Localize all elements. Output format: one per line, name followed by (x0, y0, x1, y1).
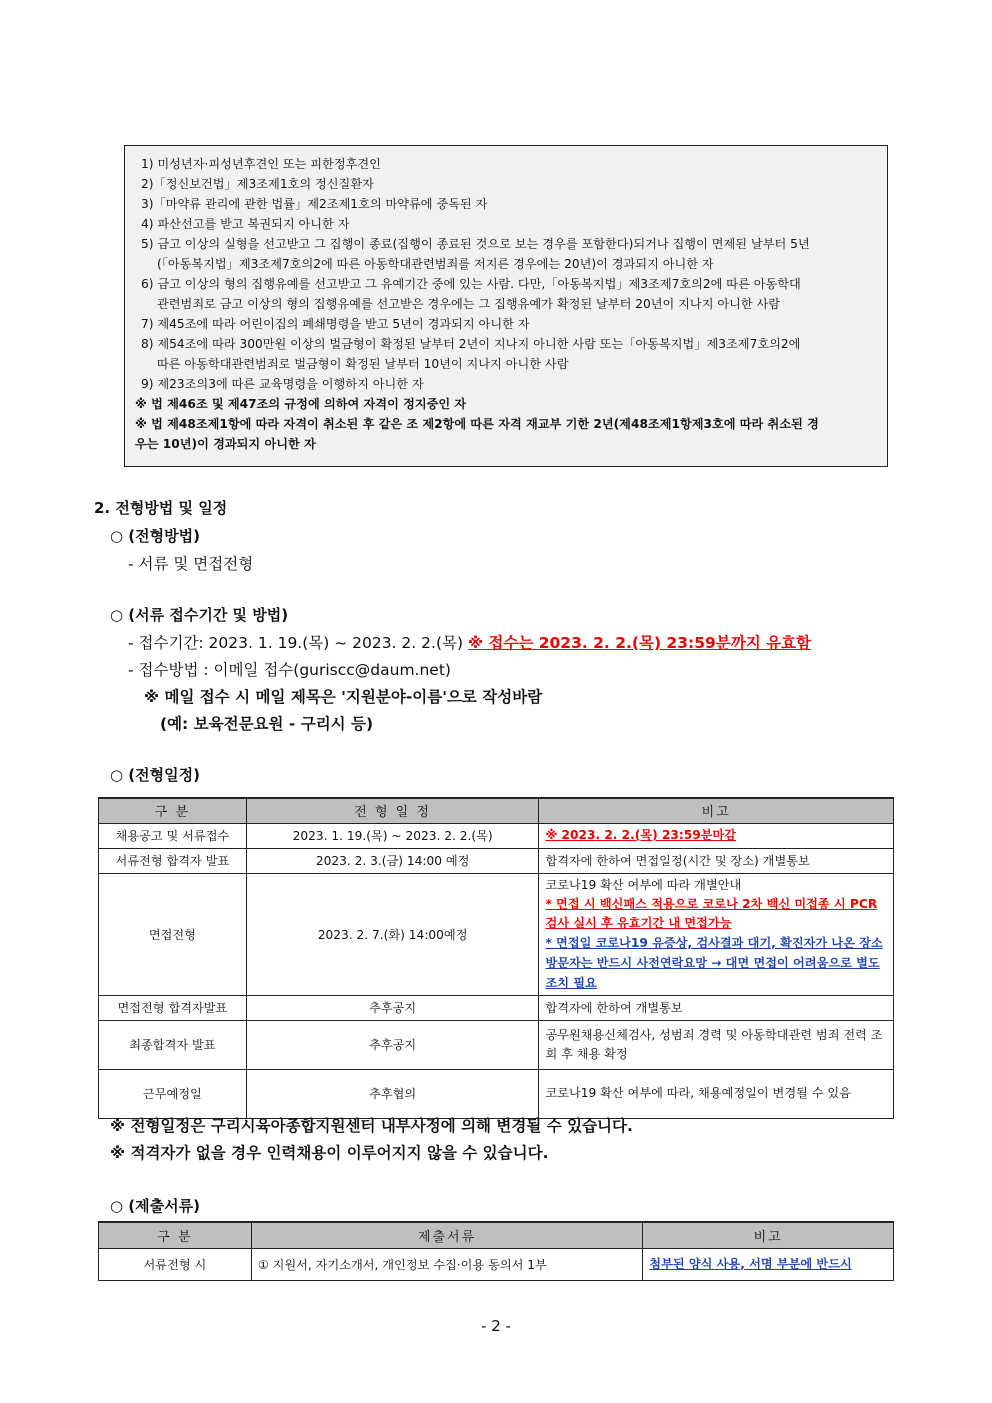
schedule-header-date: 전 형 일 정 (246, 798, 539, 823)
disqualification-box (124, 145, 888, 467)
docs-header-docs: 제출서류 (251, 1222, 642, 1248)
table-row (99, 995, 894, 1020)
mail-note: ※ 메일 접수 시 메일 제목은 '지원분야-이름'으로 작성바람 (144, 688, 543, 706)
dq-note: 우는 10년)이 경과되지 아니한 자 (135, 437, 316, 451)
schedule-header-note: 비고 (539, 798, 894, 823)
cell-note: 공무원채용신체검사, 성범죄 경력 및 아동학대관련 범죄 전력 조회 후 채용 확정 (539, 1020, 894, 1069)
cell-date: 2023. 2. 7.(화) 14:00예정 (246, 873, 539, 995)
docs-header-note: 비고 (643, 1222, 894, 1248)
cell-category: 서류전형 합격자 발표 (99, 848, 247, 873)
table-row (99, 1248, 894, 1280)
cell-date: 추후공지 (246, 1020, 539, 1069)
dq-line: 6) 금고 이상의 형의 집행유예를 선고받고 그 유예기간 중에 있는 사람. 다만,「아동복지법」제3조제7호의2에 따른 아동학대 (141, 277, 801, 291)
table-row (99, 1069, 894, 1118)
dq-line: (「아동복지법」제3조제7호의2에 따른 아동학대관련범죄를 저지른 경우에는 20년)이 경과되지 아니한 자 (157, 257, 714, 271)
cell-date: 추후협의 (246, 1069, 539, 1118)
section-title: 2. 전형방법 및 일정 (94, 499, 228, 517)
dq-note: ※ 법 제46조 및 제47조의 규정에 의하여 자격이 정지중인 자 (135, 397, 467, 411)
cell-category: 채용공고 및 서류접수 (99, 823, 247, 848)
method-item: - 서류 및 면접전형 (128, 555, 254, 573)
schedule-table (98, 797, 894, 1119)
dq-line: 8) 제54조에 따라 300만원 이상의 벌금형이 확정된 날부터 2년이 지나지 아니한 사람 또는「아동복지법」제3조제7호의2에 (141, 337, 801, 351)
dq-line: 3)「마약류 관리에 관한 법률」제2조제1호의 마약류에 중독된 자 (141, 197, 488, 211)
cell-note: 합격자에 한하여 개별통보 (539, 995, 894, 1020)
cell-note-red: * 면접 시 백신패스 적용으로 코로나 2차 백신 미접종 시 PCR검사 실시 후 유효기간 내 면접가능 (545, 896, 878, 930)
schedule-heading: ○ (전형일정) (110, 766, 200, 784)
dq-line: 2)「정신보건법」제3조제1호의 정신질환자 (141, 177, 374, 191)
receipt-heading: ○ (서류 접수기간 및 방법) (110, 606, 289, 624)
cell-note: 합격자에 한하여 면접일정(시간 및 장소) 개별통보 (539, 848, 894, 873)
cell-note: 첨부된 양식 사용, 서명 부분에 반드시 (649, 1256, 852, 1271)
cell-category: 최종합격자 발표 (99, 1020, 247, 1069)
mail-example: (예: 보육전문요원 - 구리시 등) (160, 715, 374, 733)
schedule-notice: ※ 적격자가 없을 경우 인력채용이 이루어지지 않을 수 있습니다. (110, 1144, 549, 1162)
dq-line: 7) 제45조에 따라 어린이집의 폐쇄명령을 받고 5년이 경과되지 아니한 자 (141, 317, 530, 331)
dq-line: 1) 미성년자·피성년후견인 또는 피한정후견인 (141, 157, 381, 171)
schedule-notice: ※ 전형일정은 구리시육아종합지원센터 내부사정에 의해 변경될 수 있습니다. (110, 1117, 633, 1135)
docs-table (98, 1221, 894, 1281)
dq-line: 관련범죄로 금고 이상의 형의 집행유예를 선고받은 경우에는 그 집행유예가 확정된 날부터 20년이 지나지 아니한 사람 (157, 297, 781, 311)
cell-note: 코로나19 확산 여부에 따라, 채용예정일이 변경될 수 있음 (539, 1069, 894, 1118)
docs-heading: ○ (제출서류) (110, 1197, 200, 1215)
table-row (99, 823, 894, 848)
period-label: - 접수기간: 2023. 1. 19.(목) ~ 2023. 2. 2.(목) (128, 634, 468, 652)
cell-category: 서류전형 시 (99, 1248, 252, 1280)
cell-date: 2023. 2. 3.(금) 14:00 예정 (246, 848, 539, 873)
dq-line: 9) 제23조의3에 따른 교육명령을 이행하지 아니한 자 (141, 377, 424, 391)
cell-note-blue: * 면접일 코로나19 유증상, 검사결과 대기, 확진자가 나온 장소 방문자는 반드시 사전연락요망 → 대면 면접이 어려움으로 별도 조치 필요 (545, 935, 883, 990)
cell-note: ※ 2023. 2. 2.(목) 23:59분마감 (545, 828, 737, 842)
dq-line: 4) 파산선고를 받고 복권되지 아니한 자 (141, 217, 350, 231)
page-number: - 2 - (481, 1317, 511, 1335)
table-row (99, 848, 894, 873)
cell-date: 2023. 1. 19.(목) ~ 2023. 2. 2.(목) (246, 823, 539, 848)
cell-docs: ① 지원서, 자기소개서, 개인정보 수집·이용 동의서 1부 (251, 1248, 642, 1280)
dq-note: ※ 법 제48조제1항에 따라 자격이 취소된 후 같은 조 제2항에 따른 자격 재교부 기한 2년(제48조제1항제3호에 따라 취소된 경 (135, 417, 819, 431)
period-note: ※ 접수는 2023. 2. 2.(목) 23:59분까지 유효함 (467, 634, 811, 652)
cell-date: 추후공지 (246, 995, 539, 1020)
table-row (99, 873, 894, 995)
dq-line: 따른 아동학대관련범죄로 벌금형이 확정된 날부터 10년이 지나지 아니한 사람 (157, 357, 569, 371)
schedule-header-category: 구 분 (99, 798, 247, 823)
method-heading: ○ (전형방법) (110, 527, 200, 545)
receipt-method: - 접수방법 : 이메일 접수(guriscc@daum.net) (128, 661, 451, 679)
cell-category: 근무예정일 (99, 1069, 247, 1118)
cell-category: 면접전형 (99, 873, 247, 995)
cell-note: 코로나19 확산 여부에 따라 개별안내 (545, 877, 742, 892)
table-row (99, 1020, 894, 1069)
docs-header-category: 구 분 (99, 1222, 252, 1248)
cell-category: 면접전형 합격자발표 (99, 995, 247, 1020)
receipt-period (128, 631, 811, 653)
dq-line: 5) 금고 이상의 실형을 선고받고 그 집행이 종료(집행이 종료된 것으로 보는 경우를 포함한다)되거나 집행이 면제된 날부터 5년 (141, 237, 810, 251)
